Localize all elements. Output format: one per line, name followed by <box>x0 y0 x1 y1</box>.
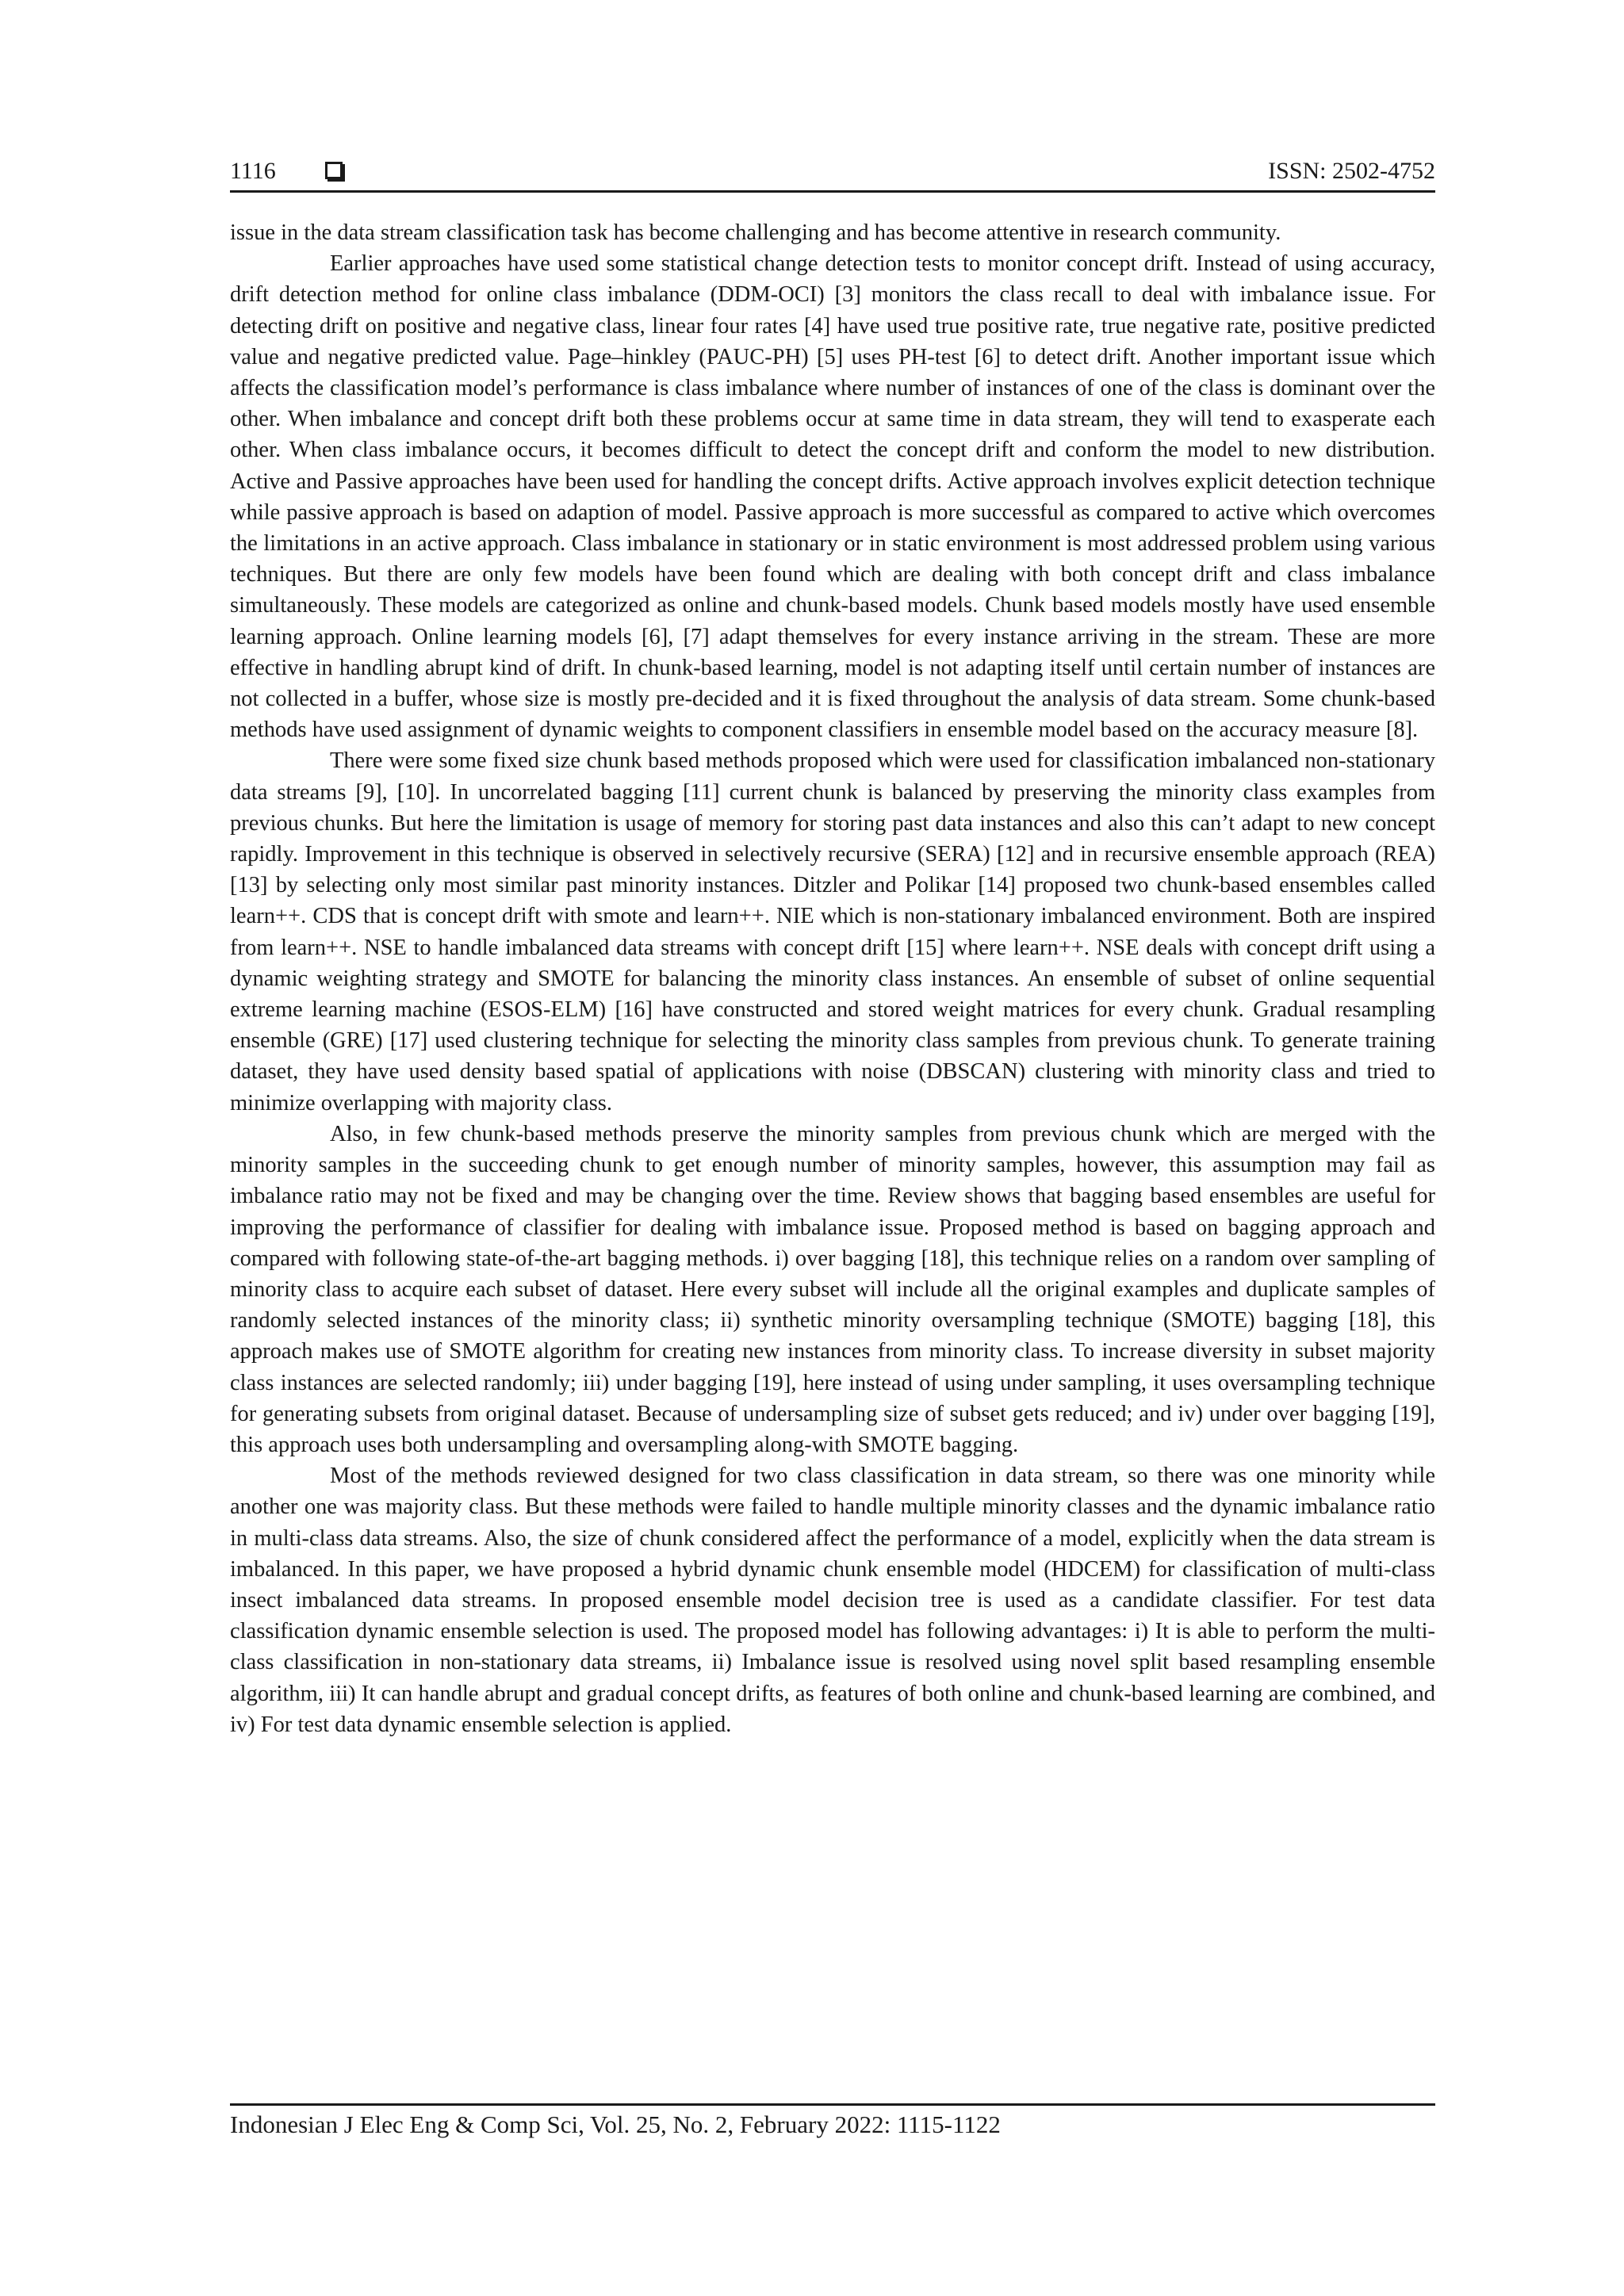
main-body-text <box>230 217 1435 1740</box>
header-divider <box>230 190 1435 193</box>
journal-citation-footer: Indonesian J Elec Eng & Comp Sci, Vol. 25, No. 2, February 2022: 1115-1122 <box>230 2110 1001 2138</box>
paragraph: Earlier approaches have used some statistical change detection tests to monitor concept drift. Instead of using accuracy, drift detection method for online class imbalance (DDM-OCI) [3] monitors the class recall to deal with imbalance issue. For detecting drift on positive and negative class, linear four rates [4] have used true positive rate, true negative rate, positive predicted value and negative predicted value. Page–hinkley (PAUC-PH) [5] uses PH-test [6] to detect drift. Another important issue which affects the classification model’s performance is class imbalance where number of instances of one of the class is dominant over the other. When imbalance and concept drift both these problems occur at same time in data stream, they will tend to exasperate each other. When class imbalance occurs, it becomes difficult to detect the concept drift and conform the model to new distribution. Active and Passive approaches have been used for handling the concept drifts. Active approach involves explicit detection technique while passive approach is based on adaption of model. Passive approach is more successful as compared to active which overcomes the limitations in an active approach. Class imbalance in stationary or in static environment is most addressed problem using various techniques. But there are only few models have been found which are dealing with both concept drift and class imbalance simultaneously. These models are categorized as online and chunk-based models. Chunk based models mostly have used ensemble learning approach. Online learning models [6], [7] adapt themselves for every instance arriving in the stream. These are more effective in handling abrupt kind of drift. In chunk-based learning, model is not adapting itself until certain number of instances are not collected in a buffer, whose size is mostly pre-decided and it is fixed throughout the analysis of data stream. Some chunk-based methods have used assignment of dynamic weights to component classifiers in ensemble model based on the accuracy measure [8]. <box>230 251 1435 743</box>
page-header <box>230 155 1435 190</box>
square-box-icon <box>325 162 343 179</box>
paragraph: Most of the methods reviewed designed for two class classification in data stream, so there was one minority while another one was majority class. But these methods were failed to handle multiple minority classes and the dynamic imbalance ratio in multi-class data streams. Also, the size of chunk considered affect the performance of a model, explicitly when the data stream is imbalanced. In this paper, we have proposed a hybrid dynamic chunk ensemble model (HDCEM) for classification of multi-class insect imbalanced data streams. In proposed ensemble model decision tree is used as a candidate classifier. For test data classification dynamic ensemble selection is used. The proposed model has following advantages: i) It is able to perform the multi-class classification in non-stationary data streams, ii) Imbalance issue is resolved using novel split based resampling ensemble algorithm, iii) It can handle abrupt and gradual concept drifts, as features of both online and chunk-based learning are combined, and iv) For test data dynamic ensemble selection is applied. <box>230 1464 1435 1737</box>
issn-label: ISSN: 2502-4752 <box>1268 158 1435 184</box>
page-number: 1116 <box>230 158 276 184</box>
footer-divider <box>230 2103 1435 2106</box>
paragraph-continued: issue in the data stream classification task has become challenging and has become attentive in research community. <box>230 220 1281 245</box>
paragraph: There were some fixed size chunk based methods proposed which were used for classification imbalanced non-stationary data streams [9], [10]. In uncorrelated bagging [11] current chunk is balanced by preserving the minority class examples from previous chunks. But here the limitation is usage of memory for storing past data instances and also this can’t adapt to new concept rapidly. Improvement in this technique is observed in selectively recursive (SERA) [12] and in recursive ensemble approach (REA) [13] by selecting only most similar past minority instances. Ditzler and Polikar [14] proposed two chunk-based ensembles called learn++. CDS that is concept drift with smote and learn++. NIE which is non-stationary imbalanced environment. Both are inspired from learn++. NSE to handle imbalanced data streams with concept drift [15] where learn++. NSE deals with concept drift using a dynamic weighting strategy and SMOTE for balancing the minority class instances. An ensemble of subset of online sequential extreme learning machine (ESOS-ELM) [16] have constructed and stored weight matrices for every chunk. Gradual resampling ensemble (GRE) [17] used clustering technique for selecting the minority class samples from previous chunk. To generate training dataset, they have used density based spatial of applications with noise (DBSCAN) clustering with minority class and tried to minimize overlapping with majority class. <box>230 748 1435 1115</box>
paragraph: Also, in few chunk-based methods preserve the minority samples from previous chunk which are merged with the minority samples in the succeeding chunk to get enough number of minority samples, however, this assumption may fail as imbalance ratio may not be fixed and may be changing over the time. Review shows that bagging based ensembles are useful for improving the performance of classifier for dealing with imbalance issue. Proposed method is based on bagging approach and compared with following state-of-the-art bagging methods. i) over bagging [18], this technique relies on a random over sampling of minority class to acquire each subset of dataset. Here every subset will include all the original examples and duplicate samples of randomly selected instances of the minority class; ii) synthetic minority oversampling technique (SMOTE) bagging [18], this approach makes use of SMOTE algorithm for creating new instances from minority class. To increase diversity in subset majority class instances are selected randomly; iii) under bagging [19], here instead of using under sampling, it uses oversampling technique for generating subsets from original dataset. Because of undersampling size of subset gets reduced; and iv) under over bagging [19], this approach uses both undersampling and oversampling along-with SMOTE bagging. <box>230 1121 1435 1457</box>
